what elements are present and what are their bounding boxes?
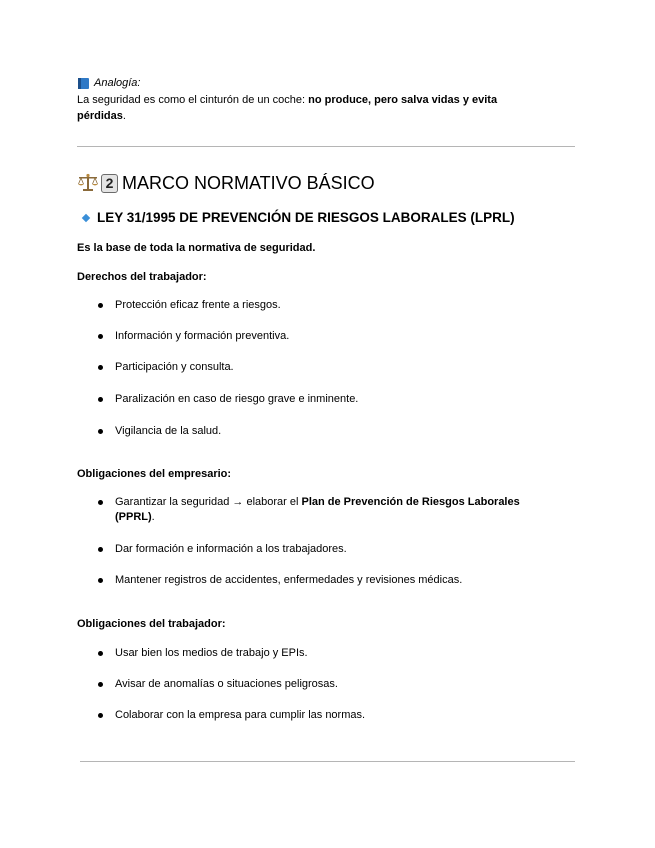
list-item-bold: Plan de Prevención de Riesgos Laborales (PPRL) [115,496,520,523]
list-item-text: Colaborar con la empresa para cumplir las normas. [115,709,366,721]
bullet-icon [98,578,103,583]
bullet-icon [98,334,103,339]
book-icon [77,77,90,90]
list-item-text: Garantizar la seguridad → elaborar el [115,496,302,508]
bullet-icon [98,547,103,552]
divider [80,761,575,762]
list-item-text: Mantener registros de accidentes, enfermedades y revisiones médicas. [115,574,463,586]
keycap-digit-icon: 2 [101,174,118,193]
law-intro: Es la base de toda la normativa de seguridad. [77,242,316,254]
list-item-text: Usar bien los medios de trabajo y EPIs. [115,647,308,659]
analogy-text-bold: no produce, pero salva vidas y evita pérdidas [77,94,498,122]
list-item-end: . [151,511,155,523]
list-item [97,677,555,692]
list-item [97,495,555,525]
list-item [97,424,555,439]
list-item-text: Dar formación e información a los trabajadores. [115,543,347,555]
worker-obligations-heading: Obligaciones del trabajador: [77,618,226,630]
bullet-icon [98,365,103,370]
list-item [97,573,555,588]
list-item-text: Protección eficaz frente a riesgos. [115,299,281,311]
section-heading [77,171,577,195]
bullet-icon [98,303,103,308]
list-item-text: Información y formación preventiva. [115,330,290,342]
list-item [97,392,555,407]
list-item-text: Avisar de anomalías o situaciones peligrosas. [115,678,338,690]
bullet-icon [98,682,103,687]
analogy-text-end: . [122,110,126,122]
bullet-icon [98,429,103,434]
worker-rights-heading: Derechos del trabajador: [77,271,207,283]
list-item-text: Paralización en caso de riesgo grave e inminente. [115,393,359,405]
balance-scale-icon [77,173,99,193]
blue-diamond-icon [82,214,90,222]
section-title: MARCO NORMATIVO BÁSICO [122,173,375,193]
bullet-icon [98,397,103,402]
analogy-heading-label: Analogía: [94,77,141,89]
law-heading [77,209,577,227]
list-item [97,708,555,723]
analogy-text-plain: La seguridad es como el cinturón de un coche: [77,94,309,106]
analogy-text [77,92,547,124]
bullet-icon [98,500,103,505]
bullet-icon [98,651,103,656]
bullet-icon [98,713,103,718]
list-item [97,298,555,313]
list-item-text: Participación y consulta. [115,361,234,373]
list-item [97,646,555,661]
law-heading-label: LEY 31/1995 DE PREVENCIÓN DE RIESGOS LABORALES (LPRL) [97,210,515,225]
employer-obligations-heading: Obligaciones del empresario: [77,468,232,480]
analogy-heading [77,76,577,90]
list-item [97,329,555,344]
divider [77,146,575,147]
list-item [97,542,555,557]
list-item-text: Vigilancia de la salud. [115,425,222,437]
list-item [97,360,555,375]
